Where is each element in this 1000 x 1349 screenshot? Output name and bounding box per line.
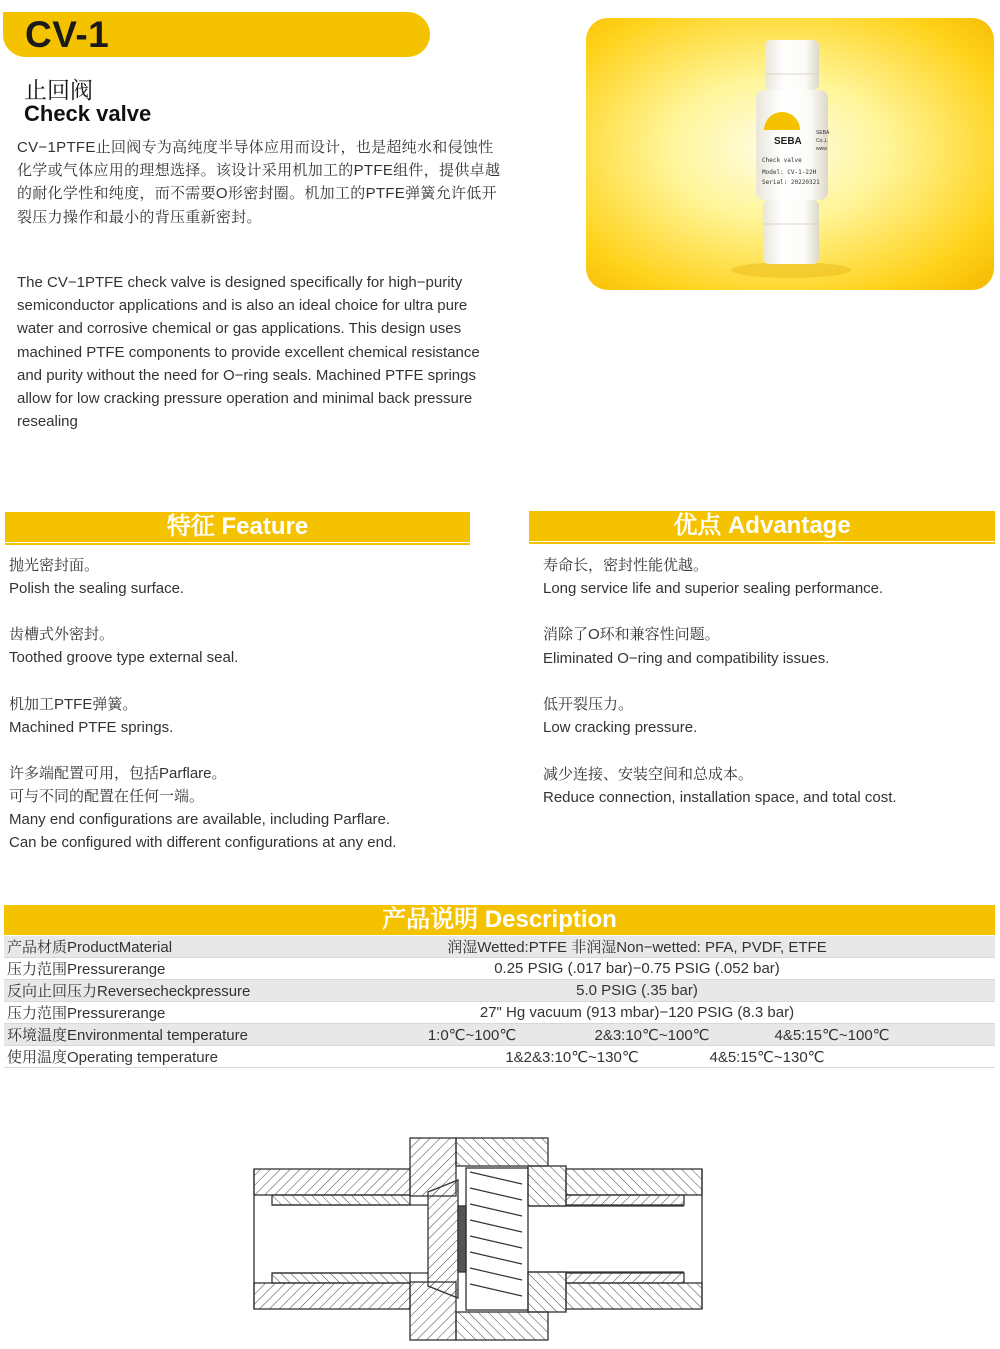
- row-value: 润湿Wetted:PTFE 非润湿Non−wetted: PFA, PVDF, ETFE: [279, 936, 995, 958]
- advantage-1-en: Long service life and superior sealing performance.: [543, 580, 884, 597]
- feature-1-en: Polish the sealing surface.: [9, 580, 185, 597]
- label-side-2: Co.,L: [816, 138, 828, 144]
- label-brand: SEBA: [774, 136, 802, 147]
- row-label: 压力范围Pressurerange: [4, 958, 279, 980]
- title-chinese: 止回阀: [24, 77, 93, 103]
- op-temp-1: 1&2&3:10℃~130℃: [505, 1048, 639, 1066]
- advantage-2-en: Eliminated O−ring and compatibility issues.: [543, 650, 830, 667]
- op-temp-2: 4&5:15℃~130℃: [709, 1048, 825, 1066]
- row-label: 使用温度Operating temperature: [4, 1046, 279, 1068]
- description-table: [4, 936, 995, 1068]
- advantage-2-cn: 消除了O环和兼容性问题。: [543, 626, 720, 643]
- table-row: [4, 1046, 995, 1068]
- intro-paragraph-english: The CV−1PTFE check valve is designed specifically for high−purity semiconductor applications and is also an ideal choice for ultra pure water and corrosive chemical or gas applications. This design uses machined PTFE components to provide excellent chemical resistance and purity without the need for O−ring seals. Machined PTFE springs allow for low cracking pressure operation and minimal back pressure resealing: [17, 274, 480, 431]
- row-label: 压力范围Pressurerange: [4, 1002, 279, 1024]
- description-heading: 产品说明 Description: [4, 905, 995, 935]
- model-title-banner: [3, 12, 430, 57]
- advantage-3-en: Low cracking pressure.: [543, 719, 698, 736]
- env-temp-3: 4&5:15℃~100℃: [774, 1026, 890, 1044]
- label-line-3: Serial: 20220321: [762, 179, 820, 186]
- label-side-3: www.: [816, 146, 828, 152]
- row-label: 产品材质ProductMaterial: [4, 936, 279, 958]
- feature-4-cn: 许多端配置可用，包括Parflare。: [9, 765, 227, 782]
- advantage-4-en: Reduce connection, installation space, and total cost.: [543, 789, 897, 806]
- row-value: 0.25 PSIG (.017 bar)−0.75 PSIG (.052 bar): [279, 958, 995, 980]
- row-value: [279, 1024, 995, 1046]
- advantage-4-cn: 减少连接、安装空间和总成本。: [543, 766, 754, 783]
- table-row: [4, 1024, 995, 1046]
- cross-section-diagram: [248, 1132, 708, 1344]
- feature-4-cn-2: 可与不同的配置在任何一端。: [9, 788, 205, 805]
- table-row: [4, 1002, 995, 1024]
- table-row: [4, 958, 995, 980]
- row-label: 环境温度Environmental temperature: [4, 1024, 279, 1046]
- model-title: CV-1: [25, 14, 110, 55]
- valve-cross-section-icon: [248, 1132, 708, 1344]
- check-valve-illustration: [586, 18, 994, 290]
- label-line-2: Model: CV-1-22H: [762, 169, 817, 176]
- advantage-1-cn: 寿命长，密封性能优越。: [543, 557, 709, 574]
- feature-2-en: Toothed groove type external seal.: [9, 649, 239, 666]
- advantage-3-cn: 低开裂压力。: [543, 696, 634, 713]
- advantage-heading: 优点 Advantage: [529, 511, 995, 541]
- feature-2-cn: 齿槽式外密封。: [9, 626, 115, 643]
- feature-3-cn: 机加工PTFE弹簧。: [9, 696, 138, 713]
- label-side-1: SEBA: [816, 130, 830, 136]
- env-temp-2: 2&3:10℃~100℃: [594, 1026, 710, 1044]
- table-row: [4, 936, 995, 958]
- feature-4-en: Many end configurations are available, including Parflare.: [9, 811, 391, 828]
- table-row: [4, 980, 995, 1002]
- row-value: 5.0 PSIG (.35 bar): [279, 980, 995, 1002]
- row-value: 27" Hg vacuum (913 mbar)−120 PSIG (8.3 bar): [279, 1002, 995, 1024]
- label-line-1: Check valve: [762, 157, 802, 164]
- feature-3-en: Machined PTFE springs.: [9, 719, 174, 736]
- row-value: [279, 1046, 995, 1068]
- env-temp-1: 1:0℃~100℃: [427, 1026, 517, 1044]
- row-label: 反向止回压力Reversecheckpressure: [4, 980, 279, 1002]
- title-english: Check valve: [24, 101, 152, 126]
- feature-1-cn: 抛光密封面。: [9, 557, 100, 574]
- feature-4-en-2: Can be configured with different configurations at any end.: [9, 834, 397, 851]
- intro-paragraph-chinese: CV−1PTFE止回阀专为高纯度半导体应用而设计，也是超纯水和侵蚀性化学或气体应用的理想选择。该设计采用机加工的PTFE组件，提供卓越的耐化学性和纯度，而不需要O形密封圈。机加工的PTFE弹簧允许低开裂压力操作和最小的背压重新密封。: [17, 139, 501, 226]
- product-photo: [586, 18, 994, 290]
- feature-heading: 特征 Feature: [5, 512, 470, 542]
